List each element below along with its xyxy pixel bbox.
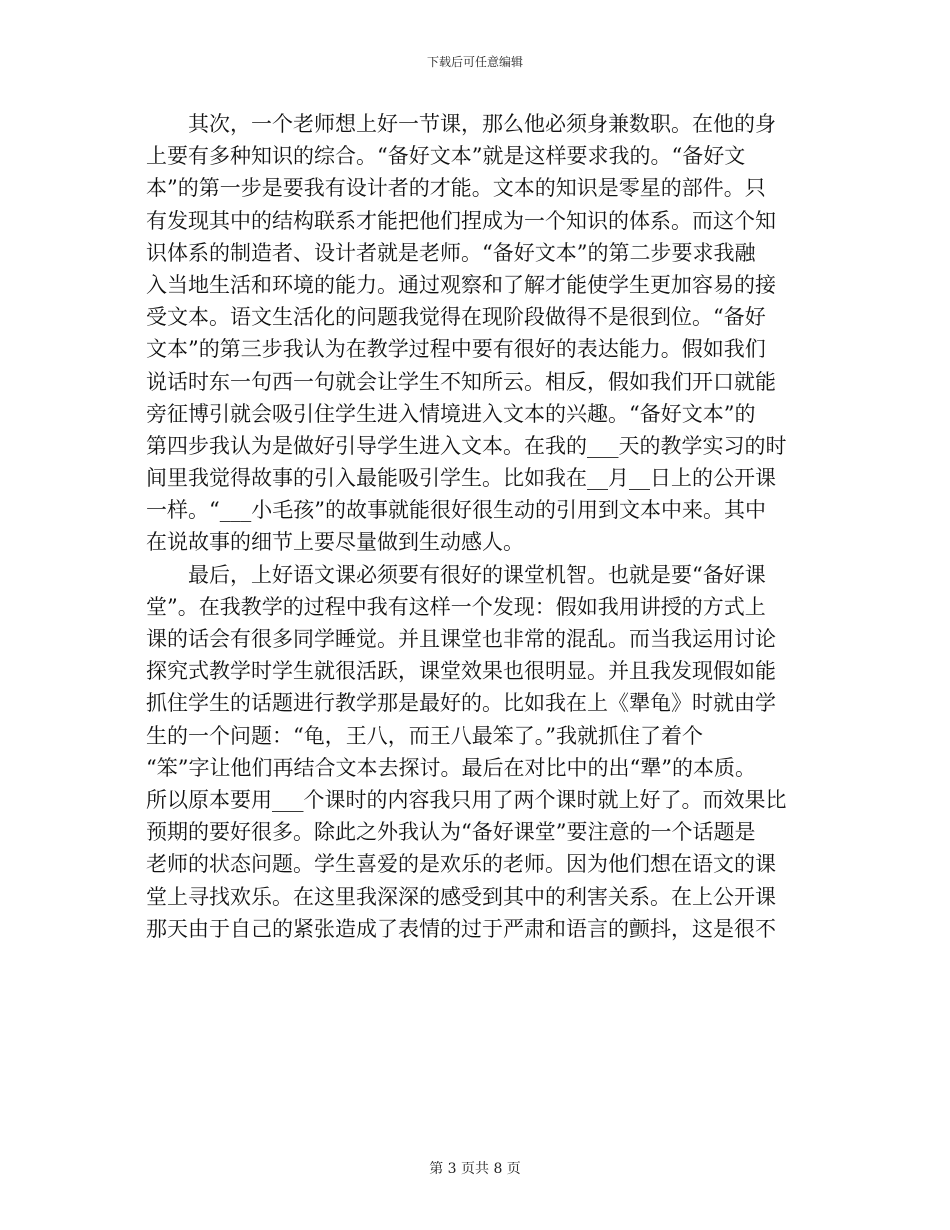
text-line: 本”的第一步是要我有设计者的才能。文本的知识是零星的部件。只 bbox=[146, 176, 766, 201]
text-line: 探究式教学时学生就很活跃，课堂效果也很明显。并且我发现假如能 bbox=[146, 659, 776, 684]
page-footer: 第 3 页共 8 页 bbox=[429, 1161, 521, 1177]
text-line: 老师的状态问题。学生喜爱的是欢乐的老师。因为他们想在语文的课 bbox=[146, 852, 776, 877]
text-line: 最后，上好语文课必须要有很好的课堂机智。也就是要“备好课 bbox=[146, 562, 766, 587]
page-header: 下载后可任意编辑 bbox=[426, 55, 523, 69]
text-line: 第四步我认为是做好引导学生进入文本。在我的___天的教学实习的时 bbox=[146, 433, 787, 458]
text-line: 说话时东一句西一句就会让学生不知所云。相反，假如我们开口就能 bbox=[146, 369, 776, 394]
text-line: 识体系的制造者、设计者就是老师。“备好文本”的第二步要求我融 bbox=[146, 240, 756, 265]
text-line: 课的话会有很多同学睡觉。并且课堂也非常的混乱。而当我运用讨论 bbox=[146, 627, 776, 651]
text-line: 间里我觉得故事的引入最能吸引学生。比如我在__月__日上的公开课 bbox=[146, 466, 776, 491]
text-line: 入当地生活和环境的能力。通过观察和了解才能使学生更加容易的接 bbox=[146, 272, 776, 297]
text-line: 那天由于自己的紧张造成了表情的过于严肃和语言的颤抖，这是很不 bbox=[146, 916, 776, 941]
text-line: 一样。“___小毛孩”的故事就能很好很生动的引用到文本中来。其中 bbox=[146, 498, 766, 523]
text-line: 有发现其中的结构联系才能把他们捏成为一个知识的体系。而这个知 bbox=[146, 208, 776, 233]
text-line: 上要有多种知识的综合。“备好文本”就是这样要求我的。“备好文 bbox=[146, 144, 746, 169]
text-line: 生的一个问题：“龟，王八，而王八最笨了。”我就抓住了着个 bbox=[146, 723, 703, 748]
text-line: 其次，一个老师想上好一节课，那么他必须身兼数职。在他的身 bbox=[146, 112, 776, 136]
text-line: 文本”的第三步我认为在教学过程中要有很好的表达能力。假如我们 bbox=[146, 337, 766, 362]
text-line: 抓住学生的话题进行教学那是最好的。比如我在上《犟龟》时就由学 bbox=[146, 691, 776, 716]
text-line: 堂”。在我教学的过程中我有这样一个发现：假如我用讲授的方式上 bbox=[146, 594, 766, 619]
body-text bbox=[146, 108, 806, 945]
text-line: 预期的要好很多。除此之外我认为“备好课堂”要注意的一个话题是 bbox=[146, 820, 756, 845]
text-line: 在说故事的细节上要尽量做到生动感人。 bbox=[146, 530, 524, 555]
text-line: 堂上寻找欢乐。在这里我深深的感受到其中的利害关系。在上公开课 bbox=[146, 884, 776, 909]
text-line: 所以原本要用___个课时的内容我只用了两个课时就上好了。而效果比 bbox=[146, 787, 787, 812]
text-line: 受文本。语文生活化的问题我觉得在现阶段做得不是很到位。“备好 bbox=[146, 305, 766, 330]
text-line: 旁征博引就会吸引住学生进入情境进入文本的兴趣。“备好文本”的 bbox=[146, 401, 756, 426]
text-line: “笨”字让他们再结合文本去探讨。最后在对比中的出“犟”的本质。 bbox=[146, 755, 756, 780]
